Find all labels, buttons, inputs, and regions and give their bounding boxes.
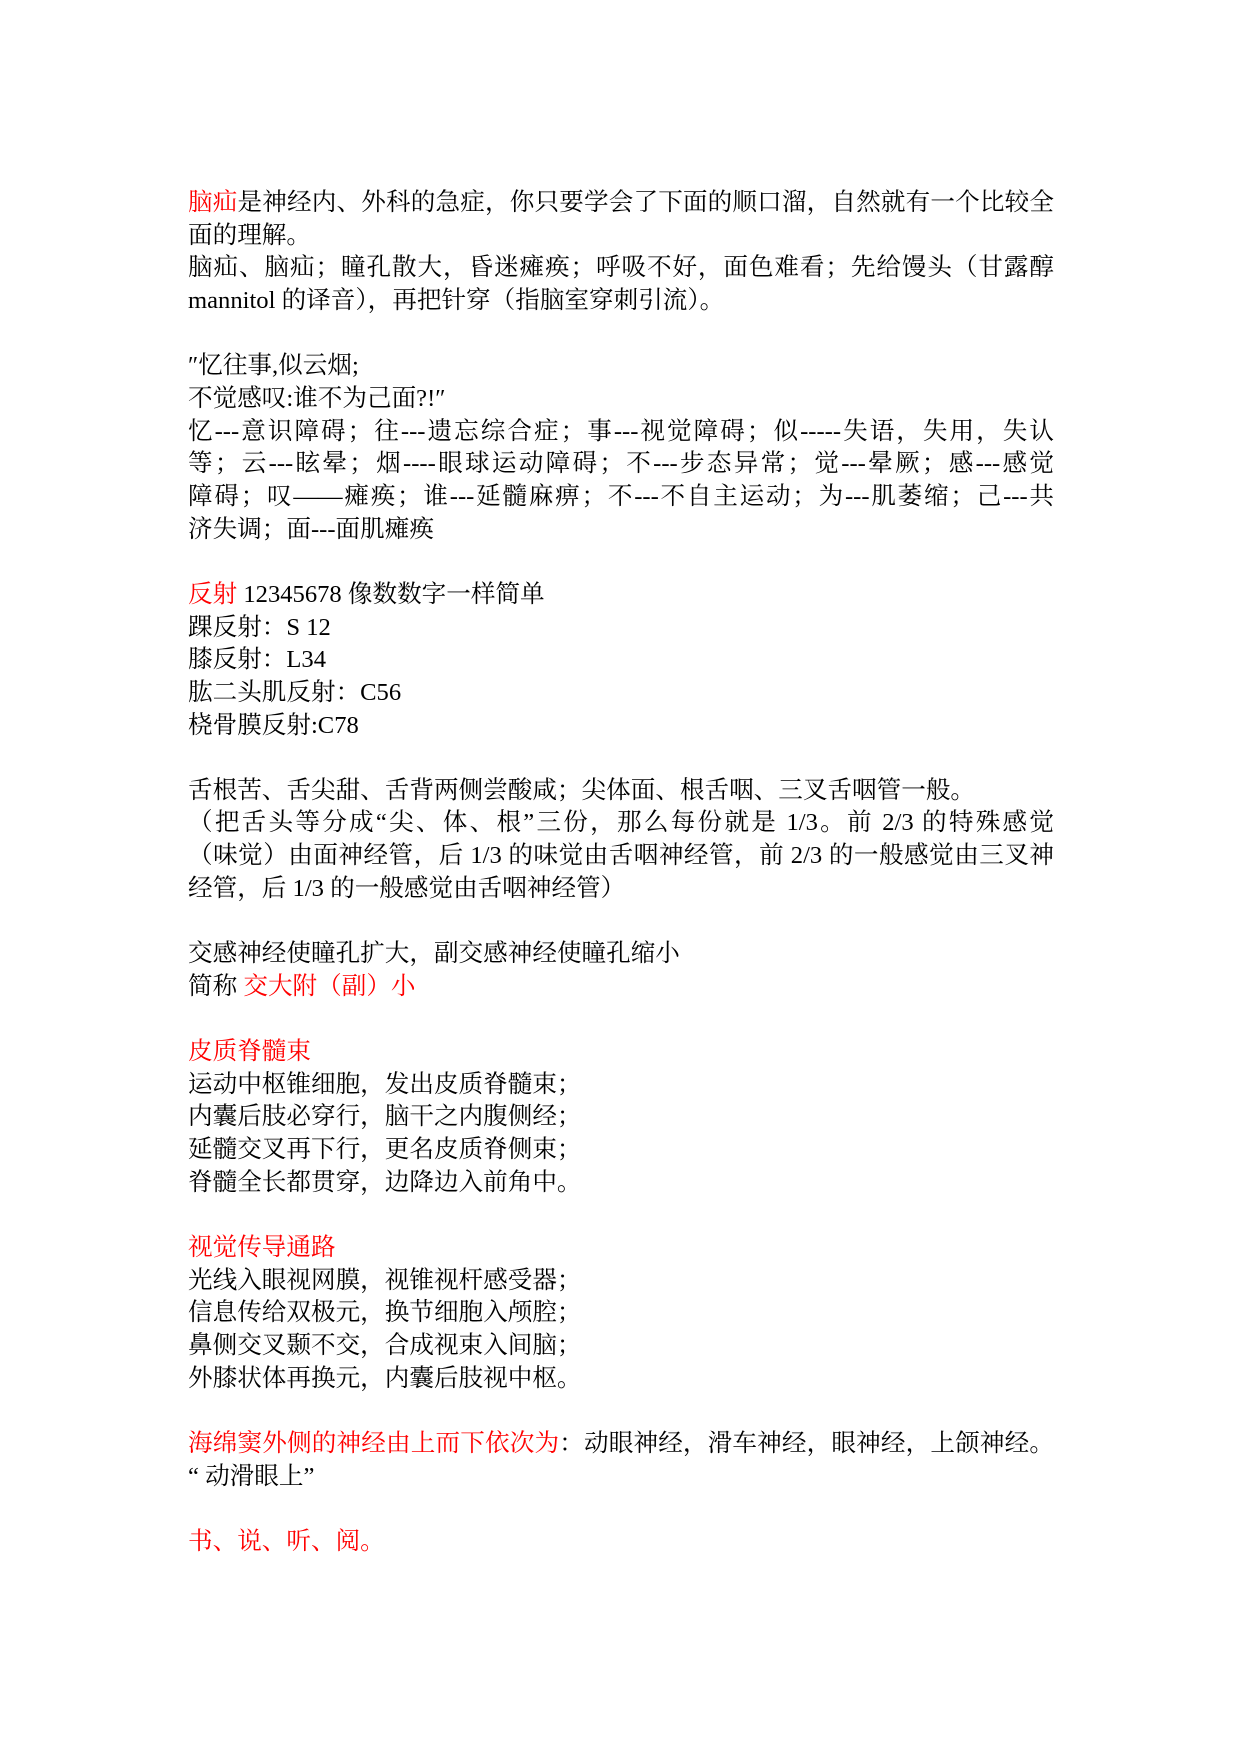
section-mnemonic-verse (188, 350, 1054, 546)
text-line: 脊髓全长都贯穿，边降边入前角中。 (188, 1168, 582, 1196)
text-line: 桡骨膜反射:C78 (188, 711, 359, 739)
text-line: 信息传给双极元，换节细胞入颅腔； (188, 1299, 582, 1327)
text-line: 膝反射：L34 (188, 646, 326, 674)
section-cerebral-hernia (188, 187, 1054, 318)
section-visual-pathway (188, 1232, 1054, 1395)
paragraph-spacer (188, 1003, 1054, 1036)
keyword-cerebral-hernia: 脑疝 (188, 189, 238, 216)
paragraph-spacer (188, 1395, 1054, 1428)
paragraph-spacer (188, 742, 1054, 775)
text-line: 光线入眼视网膜，视锥视杆感受器； (188, 1266, 582, 1294)
paragraph-spacer (188, 905, 1054, 938)
text-line: 内囊后肢必穿行，脑干之内腹侧经； (188, 1103, 582, 1131)
text-line: （把舌头等分成“尖、体、根”三份，那么每份就是 1/3。前 2/3 的特殊感觉 (188, 809, 1054, 837)
mnemonic-line: “ 动滑眼上” (188, 1462, 315, 1490)
section-corticospinal-tract (188, 1036, 1054, 1199)
text-line: 舌根苦、舌尖甜、舌背两侧尝酸咸；尖体面、根舌咽、三叉舌咽管一般。 (188, 776, 976, 804)
text-line: 障碍；叹——瘫痪；谁---延髓麻痹；不---不自主运动；为---肌萎缩；己---共 (188, 482, 1054, 510)
text-line: 踝反射：S 12 (188, 613, 331, 641)
paragraph-spacer (188, 546, 1054, 579)
keyword-reflexes: 反射 (188, 580, 238, 608)
paragraph-spacer (188, 1493, 1054, 1526)
verse-line: 不觉感叹:谁不为己面?!″ (188, 384, 446, 412)
text-line (188, 1428, 1054, 1461)
text-line: 面的理解。 (188, 221, 311, 249)
keyword-cavernous-sinus: 海绵窦外侧的神经由上而下依次为 (188, 1429, 560, 1457)
text-line: 运动中枢锥细胞，发出皮质脊髓束； (188, 1070, 582, 1098)
text-line: 经管，后 1/3 的一般感觉由舌咽神经管） (188, 874, 626, 902)
paragraph-spacer (188, 318, 1054, 351)
text-line: 等；云---眩晕；烟----眼球运动障碍；不---步态异常；觉---晕厥；感---感觉 (188, 450, 1054, 478)
section-heading: 皮质脊髓束 (188, 1038, 311, 1066)
section-heading: 视觉传导通路 (188, 1234, 336, 1261)
section-cavernous-sinus (188, 1428, 1054, 1493)
text-segment: 是神经内、外科的急症，你只要学会了下面的顺口溜，自然就有一个比较全 (237, 189, 1054, 216)
text-line (188, 187, 1054, 220)
text-line: mannitol 的译音），再把针穿（指脑室穿刺引流）。 (188, 286, 725, 314)
text-line: （味觉）由面神经管，后 1/3 的味觉由舌咽神经管，前 2/3 的一般感觉由三叉神 (188, 842, 1054, 870)
text-line: 鼻侧交叉颞不交，合成视束入间脑； (188, 1331, 582, 1359)
section-language-areas (188, 1526, 1054, 1559)
text-line: 外膝状体再换元，内囊后肢视中枢。 (188, 1364, 582, 1392)
document-body (188, 187, 1054, 1559)
text-line: 延髓交叉再下行，更名皮质脊侧束； (188, 1136, 582, 1164)
text-segment: ：动眼神经，滑车神经，眼神经，上颌神经。 (559, 1429, 1054, 1457)
section-reflexes (188, 579, 1054, 742)
text-line: 脑疝、脑疝；瞳孔散大，昏迷瘫痪；呼吸不好，面色难看；先给馒头（甘露醇 (188, 254, 1054, 282)
heading-subtitle: 12345678 像数数字一样简单 (237, 580, 545, 608)
text-line: 忆---意识障碍；往---遗忘综合症；事---视觉障碍；似-----失语，失用，失认 (188, 417, 1054, 445)
text-line: 济失调；面---面肌瘫痪 (188, 515, 434, 543)
section-taste (188, 775, 1054, 906)
abbreviation-label: 简称 (188, 972, 244, 1000)
text-line: 交感神经使瞳孔扩大，副交感神经使瞳孔缩小 (188, 940, 680, 968)
verse-line: ″忆往事,似云烟; (188, 352, 359, 380)
text-line: 肱二头肌反射：C56 (188, 678, 402, 706)
section-heading (188, 579, 1054, 612)
section-heading: 书、说、听、阅。 (188, 1527, 385, 1555)
paragraph-spacer (188, 1199, 1054, 1232)
keyword-abbreviation: 交大附（副）小 (243, 972, 416, 1000)
text-line (188, 971, 1054, 1004)
section-pupil (188, 938, 1054, 1003)
